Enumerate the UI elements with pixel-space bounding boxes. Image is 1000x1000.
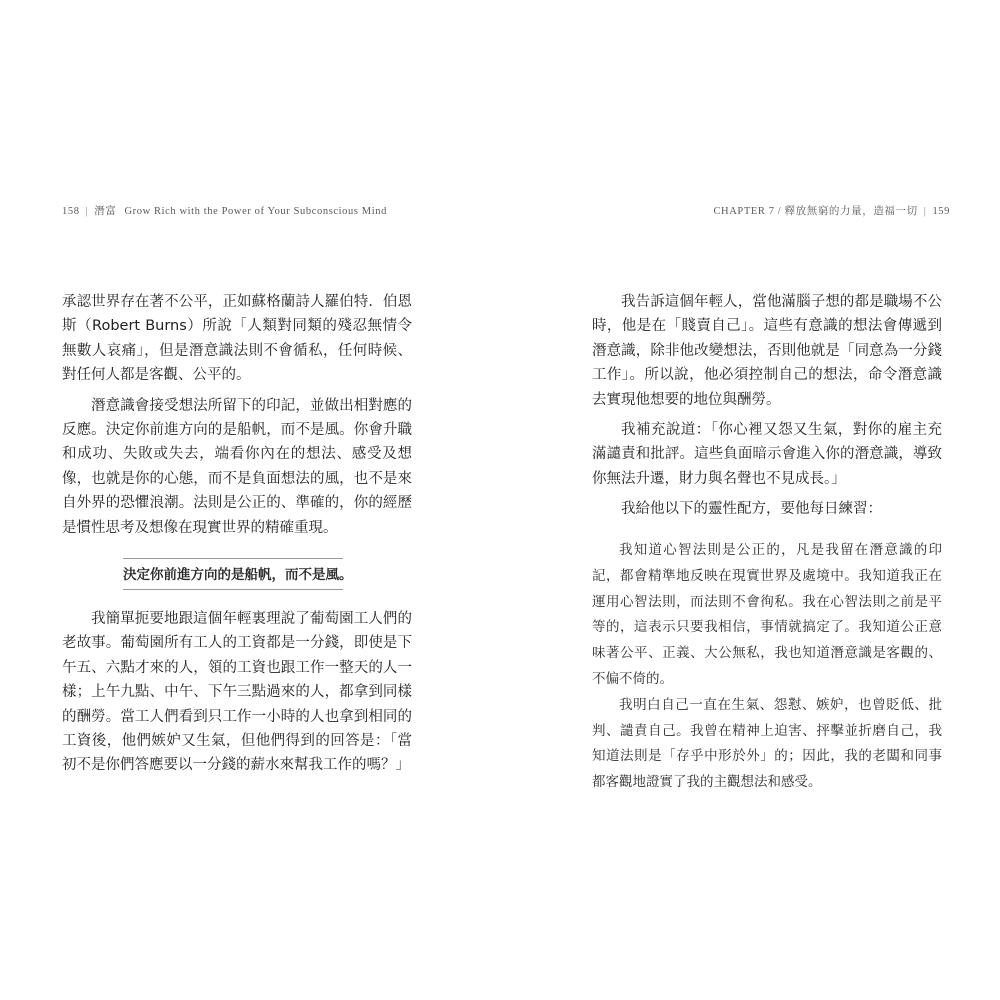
left-body-top bbox=[62, 290, 412, 546]
quote-paragraph: 我知道心智法則是公正的，凡是我留在潛意識的印記，都會精準地反映在現實世界及處境中。我知道我正在運用心智法則，而法則不會徇私。我在心智法則之前是平等的，這表示只要我相信，事情就搞定了。我知道公正意味著公平、正義、大公無私，我也知道潛意識是客觀的、不偏不倚的。 bbox=[592, 542, 942, 687]
right-page bbox=[500, 0, 1000, 1000]
left-page-number: 158 bbox=[62, 206, 80, 217]
header-divider: | bbox=[923, 206, 927, 217]
body-paragraph: 我給他以下的靈性配方，要他每日練習： bbox=[621, 501, 882, 518]
body-paragraph: 我補充說道：「你心裡又怨又生氣，對你的雇主充滿譴責和批評。這些負面暗示會進入你的潛意識，導致你無法升遷，財力與名聲也不見成長。」 bbox=[592, 422, 942, 487]
quote-paragraph: 我明白自己一直在生氣、怨懟、嫉妒，也曾貶低、批判、譴責自己。我曾在精神上迫害、抨擊並折磨自己，我知道法則是「存乎中形於外」的；因此，我的老闆和同事都客觀地證實了我的主觀想法和感受。 bbox=[592, 696, 942, 791]
right-running-header bbox=[713, 203, 950, 218]
header-divider: | bbox=[85, 206, 89, 217]
left-running-header bbox=[62, 203, 387, 218]
left-body-bottom bbox=[62, 607, 412, 784]
right-body bbox=[592, 290, 942, 528]
chapter-title: 釋放無窮的力量，造福一切 bbox=[784, 206, 918, 217]
right-page-number: 159 bbox=[932, 206, 950, 217]
body-paragraph: 我簡單扼要地跟這個年輕裏理說了葡萄園工人們的老故事。葡萄園所有工人的工資都是一分錢，即使是下午五、六點才來的人，領的工資也跟工作一整天的人一樣；上午九點、中午、下午三點過來的人，都拿到同樣的酬勞。當工人們看到只工作一小時的人也拿到相同的工資後，他們嫉妒又生氣，但他們得到的回答是：「當初不是你們答應要以一分錢的薪水來幫我工作的嗎？」 bbox=[62, 611, 412, 774]
book-title: 潛富 bbox=[94, 206, 117, 217]
affirmation-quote-block bbox=[592, 538, 942, 796]
body-paragraph: 承認世界存在著不公平，正如蘇格蘭詩人羅伯特．伯恩斯（Robert Burns）所說「人類對同類的殘忍無情令無數人哀痛」，但是潛意識法則不會循私，任何時候、對任何人都是客觀、公平的。 bbox=[62, 294, 412, 384]
body-paragraph: 我告訴這個年輕人，當他滿腦子想的都是職場不公時，他是在「賤賣自己」。這些有意識的想法會傳遞到潛意識，除非他改變想法，否則他就是「同意為一分錢工作」。所以說，他必須控制自己的想法，命令潛意識去實現他想要的地位與酬勞。 bbox=[592, 294, 942, 408]
pull-quote: 決定你前進方向的是船帆，而不是風。 bbox=[123, 558, 343, 590]
english-title: Grow Rich with the Power of Your Subconscious Mind bbox=[124, 206, 387, 217]
body-paragraph: 潛意識會接受想法所留下的印記，並做出相對應的反應。決定你前進方向的是船帆，而不是風。你會升職和成功、失敗或失去，端看你內在的想法、感受及想像，也就是你的心態，而不是負面想法的風，也不是來自外界的恐懼浪潮。法則是公正的、準確的，你的經歷是慣性思考及想像在現實世界的精確重現。 bbox=[62, 397, 412, 536]
chapter-label: CHAPTER 7 / bbox=[713, 206, 782, 217]
